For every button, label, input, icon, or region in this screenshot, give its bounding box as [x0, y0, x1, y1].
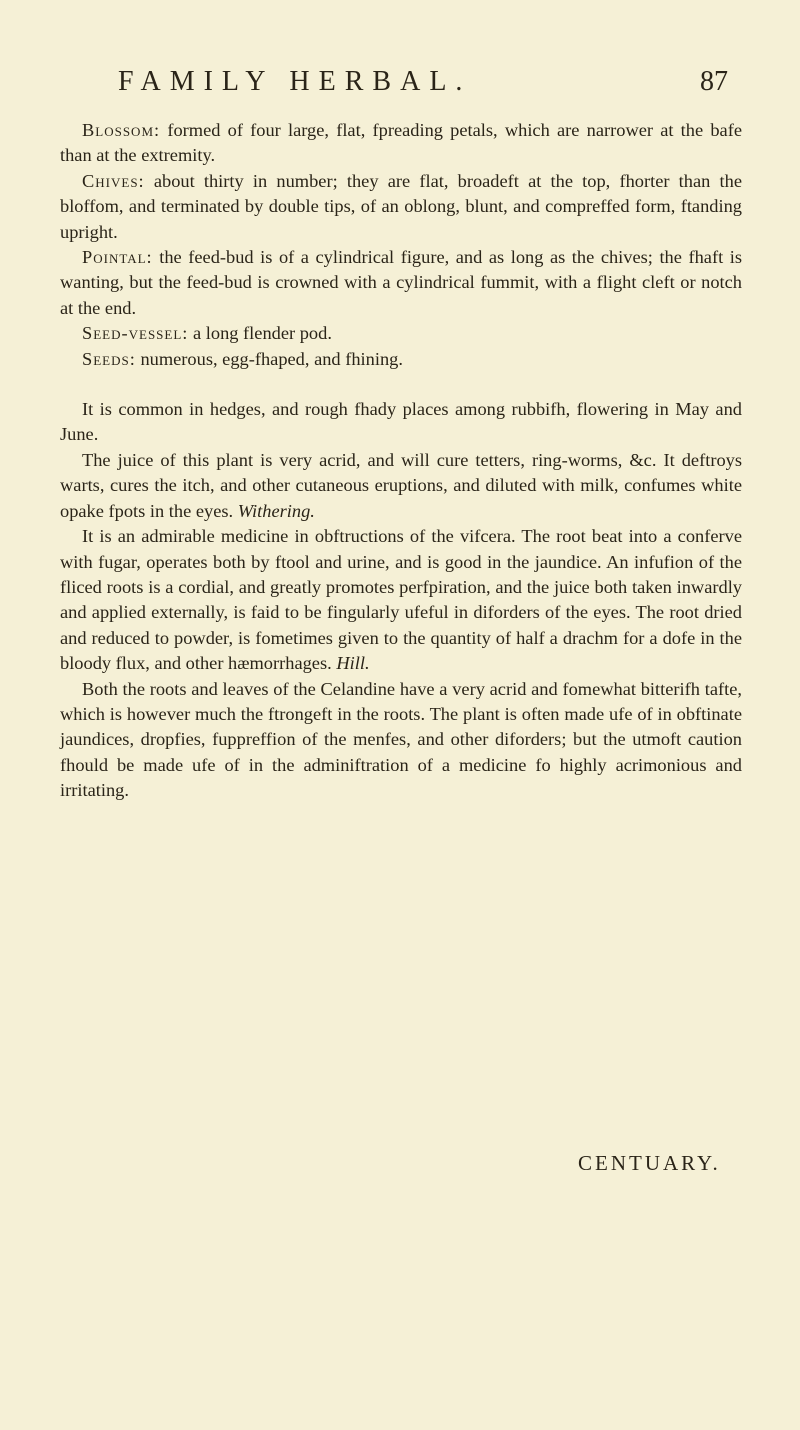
citation: Hill.: [336, 653, 370, 674]
definition-term: Pointal:: [82, 247, 153, 268]
running-title: FAMILY HERBAL.: [118, 66, 472, 97]
definition-term: Seeds:: [82, 348, 136, 369]
citation: Withering.: [237, 500, 315, 521]
paragraph-text: It is an admirable medicine in obftructions of the vifcera. The root beat into a conferve with fugar, operates both by ftool and urine, and is good in the jaundice. An infufion of the fliced roots is a cordial, and greatly promotes perfpiration, and the juice both taken inwardly and applied externally, is faid to be fingularly ufeful in diforders of the eyes. The root dried and reduced to powder, is fometimes given to the quantity of half a drachm for a dofe in the bloody flux, and other hæmorrhages.: [60, 526, 742, 674]
paragraph-text: The juice of this plant is very acrid, and will cure tetters, ring-worms, &c. It deftroys warts, cures the itch, and other cutaneous eruptions, and diluted with milk, confumes white opake fpots in the eyes.: [60, 449, 742, 521]
definition-blossom: [60, 118, 742, 169]
paragraph-gap: [60, 372, 742, 397]
definition-seed-vessel: [60, 321, 742, 346]
definition-chives: [60, 169, 742, 245]
definition-term: Seed-vessel:: [82, 323, 189, 344]
definition-text: about thirty in number; they are flat, broadeft at the top, fhorter than the bloffom, and terminated by double tips, of an oblong, blunt, and compreffed form, ftanding upright.: [60, 170, 742, 242]
definition-pointal: [60, 245, 742, 321]
definition-text: numerous, egg-fhaped, and fhining.: [135, 348, 403, 369]
page-body: [60, 118, 742, 804]
running-header: [118, 66, 728, 106]
paragraph-habitat: It is common in hedges, and rough fhady places among rubbifh, flowering in May and June.: [60, 399, 742, 445]
paragraph-roots-leaves: Both the roots and leaves of the Celandine have a very acrid and fomewhat bitterifh tafte, which is however much the ftrongeft in the roots. The plant is often made ufe of in obftinate jaundices, dropfies, fuppreffion of the menfes, and other diforders; but the utmoft caution fhould be made ufe of in the adminiftration of a medicine fo highly acrimonious and irritating.: [60, 678, 742, 801]
paragraph-medicine: [60, 524, 742, 676]
definition-seeds: [60, 347, 742, 372]
definition-text: a long flender pod.: [188, 323, 332, 344]
definition-term: Chives:: [82, 170, 145, 191]
definition-term: Blossom:: [82, 120, 161, 140]
page-number: 87: [700, 66, 728, 97]
definition-text: formed of four large, flat, fpreading petals, which are narrower at the bafe than at the extremity.: [60, 120, 742, 166]
definition-text: the feed-bud is of a cylindrical figure, and as long as the chives; the fhaft is wanting, but the feed-bud is crowned with a cylindrical fummit, with a flight cleft or notch at the end.: [60, 247, 742, 318]
paragraph-juice: [60, 448, 742, 524]
catchword: CENTUARY.: [578, 1151, 721, 1175]
